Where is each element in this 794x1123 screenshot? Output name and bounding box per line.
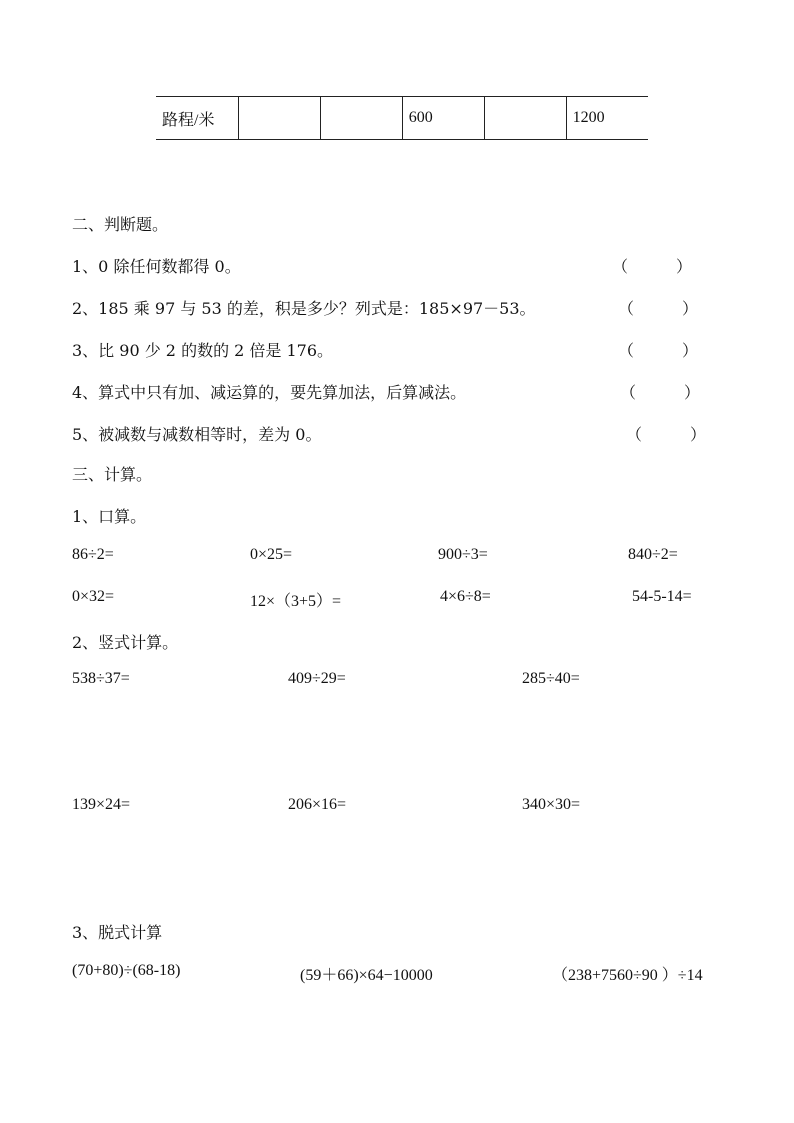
step-problem: (70+80)÷(68-18) bbox=[72, 962, 181, 979]
judgement-item-5: 5、被减数与减数相等时，差为 0。 bbox=[72, 425, 322, 444]
step-problem: （238+7560÷90 ）÷14 bbox=[552, 967, 703, 984]
vertical-problem: 285÷40= bbox=[522, 670, 580, 687]
judgement-item-3: 3、比 90 少 2 的数的 2 倍是 176。 bbox=[72, 341, 334, 360]
vertical-problem: 206×16= bbox=[288, 796, 347, 813]
answer-parentheses[interactable]: （ ） bbox=[618, 341, 699, 360]
vertical-problem: 409÷29= bbox=[288, 670, 346, 687]
distance-table bbox=[156, 96, 648, 140]
oral-problem: 900÷3= bbox=[438, 546, 488, 563]
subheading-step: 3、脱式计算 bbox=[72, 923, 163, 942]
judgement-item-4: 4、算式中只有加、减运算的，要先算加法，后算减法。 bbox=[72, 383, 467, 402]
oral-problem: 4×6÷8= bbox=[440, 588, 491, 605]
vertical-problem: 139×24= bbox=[72, 796, 131, 813]
answer-parentheses[interactable]: （ ） bbox=[618, 299, 699, 318]
vertical-problem: 340×30= bbox=[522, 796, 581, 813]
oral-problem: 54-5-14= bbox=[632, 588, 692, 605]
oral-problem: 0×32= bbox=[72, 588, 115, 605]
table-cell bbox=[239, 97, 321, 140]
table-row bbox=[156, 97, 648, 140]
step-problem: (59＋66)×64−10000 bbox=[300, 967, 433, 984]
oral-problem: 86÷2= bbox=[72, 546, 114, 563]
table-cell bbox=[320, 97, 402, 140]
table-cell: 1200 bbox=[566, 97, 648, 140]
table-cell: 路程/米 bbox=[156, 97, 239, 140]
judgement-item-2: 2、185 乘 97 与 53 的差，积是多少？列式是：185×97－53。 bbox=[72, 299, 536, 318]
vertical-problem: 538÷37= bbox=[72, 670, 130, 687]
answer-parentheses[interactable]: （ ） bbox=[612, 257, 693, 276]
oral-problem: 0×25= bbox=[250, 546, 293, 563]
oral-problem: 840÷2= bbox=[628, 546, 678, 563]
judgement-item-1: 1、0 除任何数都得 0。 bbox=[72, 257, 241, 276]
section-heading-calculation: 三、计算。 bbox=[72, 465, 153, 484]
subheading-oral: 1、口算。 bbox=[72, 507, 147, 526]
subheading-vertical: 2、竖式计算。 bbox=[72, 633, 179, 652]
oral-problem: 12×（3+5）= bbox=[250, 593, 342, 610]
answer-parentheses[interactable]: （ ） bbox=[626, 425, 707, 444]
table-cell: 600 bbox=[402, 97, 484, 140]
section-heading-judgement: 二、判断题。 bbox=[72, 215, 169, 234]
answer-parentheses[interactable]: （ ） bbox=[620, 383, 701, 402]
table-cell bbox=[484, 97, 566, 140]
